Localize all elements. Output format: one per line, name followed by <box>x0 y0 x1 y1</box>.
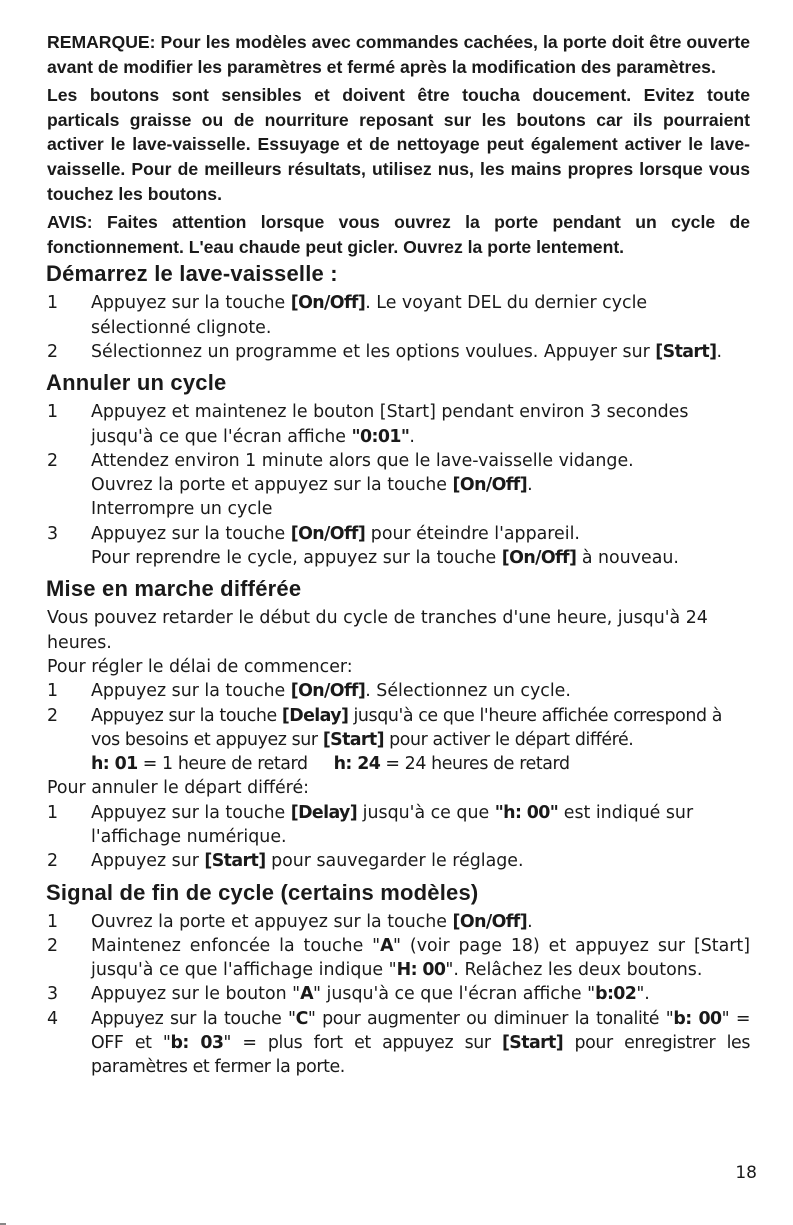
step-text: Appuyez sur <box>91 851 205 872</box>
key-on-off: [On/Off] <box>501 548 577 569</box>
step-text: Appuyez sur la touche <box>91 523 291 544</box>
list-item <box>47 1007 750 1080</box>
step-number: 2 <box>47 705 58 726</box>
step-text: pour enregistrer les paramètres et fermer la porte. <box>91 1033 750 1078</box>
key-start: [Start] <box>322 729 384 750</box>
key-on-off: [On/Off] <box>452 475 528 496</box>
step-text: ". Relâchez les deux boutons. <box>445 960 703 981</box>
list-item <box>47 801 750 850</box>
key-start: [Start] <box>501 1033 564 1054</box>
step-text: pour sauvegarder le réglage. <box>265 851 524 872</box>
list-demarrer <box>47 291 750 364</box>
step-text: . <box>409 426 415 447</box>
step-text: Appuyez sur la touche " <box>91 1008 296 1029</box>
list-item <box>47 679 750 703</box>
step-number: 3 <box>47 523 59 544</box>
list-item <box>47 522 750 546</box>
step-number: 3 <box>47 984 59 1005</box>
page-number: 18 <box>735 1163 757 1183</box>
note-remarque: REMARQUE: Pour les modèles avec commandes cachées, la porte doit être ouverte avant de modifier les paramètres et fermé après la modification des paramètres. <box>47 32 750 77</box>
step-text: Maintenez enfoncée la touche " <box>91 935 381 956</box>
display-code: b: 00 <box>673 1008 722 1029</box>
step-text: jusqu'à ce que <box>357 802 495 823</box>
sub-line: Interrompre un cycle <box>91 499 273 520</box>
step-text: . <box>527 911 533 932</box>
list-item <box>47 982 750 1006</box>
step-text: Sélectionnez un programme et les options voulues. Appuyer sur <box>91 341 656 362</box>
list-annuler-differe <box>47 801 750 874</box>
display-code: "0:01" <box>351 426 410 447</box>
step-number: 2 <box>47 341 59 362</box>
step-text: Ouvrez la porte et appuyez sur la touche <box>91 475 453 496</box>
step-number: 1 <box>47 293 59 314</box>
display-code: b: 03 <box>170 1033 224 1054</box>
key-delay: [Delay] <box>290 802 358 823</box>
step-number: 1 <box>47 402 59 423</box>
step-text: = 24 heures de retard <box>380 754 570 775</box>
note-boutons: Les boutons sont sensibles et doivent être toucha doucement. Evitez toute particals graisse ou de nourriture reposant sur les boutons car ils pourraient activer le lave-vaisselle. Essuyage et de nettoyage peut également activer le lave-vaisselle. Pour de meilleurs résultats, utilisez nus, les mains propres lorsque vous touchez les boutons. <box>47 85 750 204</box>
step-text: " = OFF et " <box>91 1008 750 1054</box>
sub-line <box>47 473 750 497</box>
step-text: " = plus fort et appuyez sur <box>223 1033 502 1054</box>
list-signal <box>47 910 750 1080</box>
key-on-off: [On/Off] <box>290 293 366 314</box>
key-c: C <box>295 1008 308 1029</box>
list-differee <box>47 679 750 776</box>
list-item <box>47 340 750 364</box>
manual-page <box>47 30 750 1080</box>
step-text: est indiqué sur l'affichage numérique. <box>91 802 694 847</box>
key-on-off: [On/Off] <box>290 523 366 544</box>
display-code: h: 24 <box>333 754 381 775</box>
step-number: 2 <box>47 450 59 471</box>
key-a: A <box>380 935 394 956</box>
step-text: Appuyez sur la touche <box>91 802 291 823</box>
step-text: . <box>527 475 533 496</box>
step-text: " (voir page 18) et appuyez sur [Start] jusqu'à ce que l'affichage indique " <box>91 935 750 981</box>
list-annuler <box>47 400 750 570</box>
heading-differee: Mise en marche différée <box>46 576 302 602</box>
display-code: H: 00 <box>396 960 446 981</box>
step-text: . Le voyant DEL du dernier cycle sélectionné clignote. <box>91 293 648 338</box>
heading-signal: Signal de fin de cycle (certains modèles) <box>46 879 479 905</box>
step-text: Appuyez sur la touche <box>91 293 291 314</box>
sub-line <box>47 546 750 570</box>
step-number: 1 <box>47 802 59 823</box>
step-number: 1 <box>47 911 59 932</box>
key-on-off: [On/Off] <box>290 681 366 702</box>
step-number: 4 <box>47 1008 58 1029</box>
step-text: " jusqu'à ce que l'écran affiche " <box>313 984 596 1005</box>
step-text: ". <box>636 984 650 1005</box>
key-delay: [Delay] <box>281 705 349 726</box>
step-number: 1 <box>47 681 59 702</box>
list-item <box>47 934 750 983</box>
step-text: Pour reprendre le cycle, appuyez sur la touche <box>91 548 502 569</box>
step-text: Attendez environ 1 minute alors que le lave-vaisselle vidange. <box>91 450 634 471</box>
list-item <box>47 704 750 753</box>
step-text: " pour augmenter ou diminuer la tonalité " <box>307 1008 674 1029</box>
heading-demarrer: Démarrez le lave-vaisselle : <box>46 261 338 287</box>
list-item <box>47 849 750 873</box>
step-text: pour éteindre l'appareil. <box>365 523 580 544</box>
display-code: b:02 <box>595 984 637 1005</box>
display-code: "h: 00" <box>494 802 559 823</box>
heading-annuler: Annuler un cycle <box>46 370 227 396</box>
regler-text: Pour régler le délai de commencer: <box>47 656 353 677</box>
step-text: pour activer le départ différé. <box>383 729 634 750</box>
step-text: . Sélectionnez un cycle. <box>365 681 571 702</box>
list-item <box>47 910 750 934</box>
key-on-off: [On/Off] <box>452 911 528 932</box>
step-text: Appuyez sur le bouton " <box>91 984 301 1005</box>
list-item <box>47 400 750 449</box>
step-text: Appuyez et maintenez le bouton [Start] pendant environ 3 secondes jusqu'à ce que l'écran affiche <box>91 402 689 447</box>
intro-text: Vous pouvez retarder le début du cycle de tranches d'une heure, jusqu'à 24 heures. <box>47 608 708 653</box>
step-number: 2 <box>47 935 59 956</box>
sub-line <box>47 752 750 776</box>
key-start: [Start] <box>204 851 266 872</box>
display-code: h: 01 <box>91 754 138 775</box>
step-text: = 1 heure de retard <box>137 754 308 775</box>
note-avis: AVIS: Faites attention lorsque vous ouvrez la porte pendant un cycle de fonctionnement. L'eau chaude peut gicler. Ouvrez la porte lentement. <box>47 212 750 257</box>
step-text: Ouvrez la porte et appuyez sur la touche <box>91 911 453 932</box>
step-text: Appuyez sur la touche <box>91 705 282 726</box>
step-text: à nouveau. <box>576 548 679 569</box>
step-text: . <box>716 341 722 362</box>
list-item <box>47 291 750 340</box>
step-text: Appuyez sur la touche <box>91 681 291 702</box>
step-text: jusqu'à ce que l'heure affichée correspond à vos besoins et appuyez sur <box>91 705 722 750</box>
key-a: A <box>300 984 314 1005</box>
annuler-text: Pour annuler le départ différé: <box>47 778 310 799</box>
step-number: 2 <box>47 851 59 872</box>
list-item <box>47 449 750 473</box>
key-start: [Start] <box>655 341 717 362</box>
